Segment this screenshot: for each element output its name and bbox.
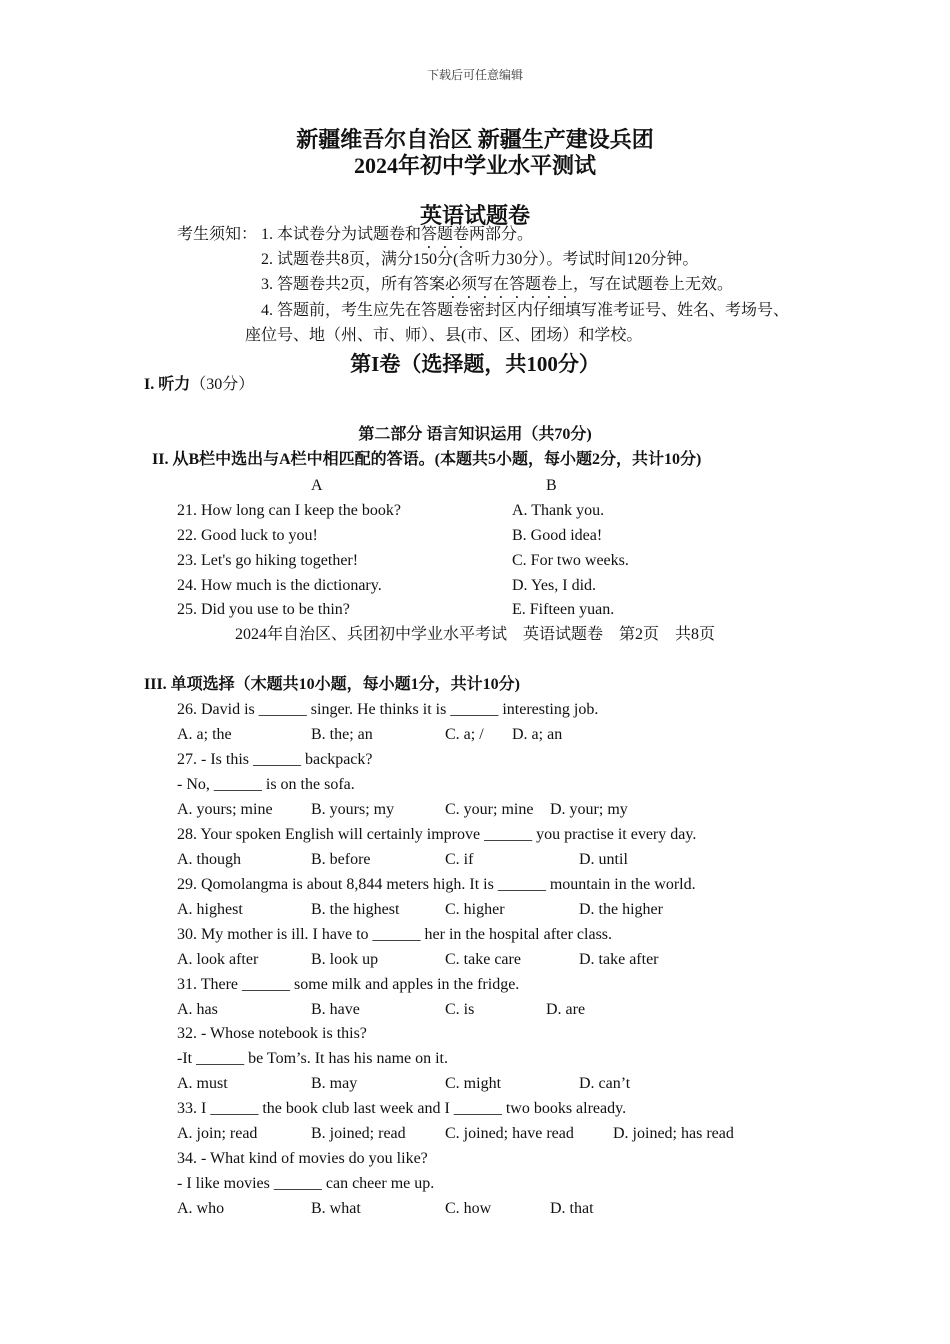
option: D. take after [579,951,659,968]
match-answer: C. For two weeks. [512,552,629,569]
option: D. until [579,851,628,868]
question-stem: 33. I ______ the book club last week and I ______ two books already. [177,1100,627,1117]
notice-text: 1. 本试卷分为试题卷和 [261,226,422,243]
option: C. might [445,1075,502,1092]
notice-item-3 [261,275,733,302]
option: A. join; read [177,1125,258,1142]
option: C. your; mine [445,801,534,818]
option: D. a; an [512,726,563,743]
notice-text: 座位号、地（州、市、师）、县(市、区、团场）和学校。 [245,327,643,344]
column-b-header: B [546,477,557,494]
volume1-title: 第I卷（选择题，共100分） [350,352,600,376]
part2-title: 第二部分 语言知识运用（共70分) [358,426,592,443]
option: C. if [445,851,474,868]
header-note: 下载后可任意编辑 [426,68,523,82]
option: B. may [311,1075,358,1092]
option: D. can’t [579,1075,631,1092]
section1-roman: I. [144,376,155,393]
exam-title-line1: 新疆维吾尔自治区 新疆生产建设兵团 [296,127,654,152]
notice-text: 3. 答题卷共2页，所有答案 [261,276,446,293]
option: C. joined; have read [445,1125,574,1142]
option: A. has [177,1001,218,1018]
option: D. joined; has read [613,1125,734,1142]
match-question: 25. Did you use to be thin? [177,601,350,618]
notice-text: 2. 试题卷共8页，满分150分(含听力30分）。考试时间120分钟。 [261,251,699,268]
option: D. that [550,1200,594,1217]
column-a-header: A [311,477,323,494]
match-answer: A. Thank you. [512,502,605,519]
option: B. joined; read [311,1125,406,1142]
option: A. a; the [177,726,232,743]
option: A. who [177,1200,225,1217]
notice-item-4 [261,301,789,321]
question-stem [177,1174,435,1194]
section2-title: II. 从B栏中选出与A栏中相匹配的答语。(本题共5小题，每小题2分，共计10分) [152,451,702,468]
match-question: 23. Let's go hiking together! [177,552,359,569]
match-answer: B. Good idea! [512,527,603,544]
notice-text: ，写在试题卷上无效。 [573,276,734,293]
match-question: 24. How much is the dictionary. [177,577,382,594]
exam-title-line2: 2024年初中学业水平测试 [353,153,596,178]
option: A. highest [177,901,243,918]
question-stem: 34. - What kind of movies do you like? [177,1150,428,1167]
notice-item-4-continued [245,326,642,346]
notice-item-2 [261,250,698,270]
question-line: - No, ______ is on the sofa. [177,776,355,793]
option: B. the; an [311,726,373,743]
section1-heading [144,375,254,395]
question-stem [177,775,355,795]
option: B. look up [311,951,379,968]
option: D. the higher [579,901,663,918]
notice-item-1 [261,225,533,252]
question-stem: 30. My mother is ill. I have to ______ her in the hospital after class. [177,926,613,943]
option: B. have [311,1001,360,1018]
match-answer: E. Fifteen yuan. [512,601,615,618]
question-stem [177,1049,448,1069]
option: C. higher [445,901,505,918]
option: B. yours; my [311,801,395,818]
section1-points: （30分） [190,376,255,393]
option: D. are [546,1001,586,1018]
match-question: 21. How long can I keep the book? [177,502,401,519]
notice-emphasis: 答题卷 [421,226,470,243]
question-line: - I like movies ______ can cheer me up. [177,1175,435,1192]
question-stem: 32. - Whose notebook is this? [177,1025,367,1042]
subject-title: 英语试题卷 [419,203,530,228]
page-footer: 2024年自治区、兵团初中学业水平考试 英语试题卷 第2页 共8页 [234,626,715,643]
option: A. yours; mine [177,801,273,818]
option: D. your; my [550,801,628,818]
question-stem: 29. Qomolangma is about 8,844 meters high. It is ______ mountain in the world. [177,876,696,893]
question-line: -It ______ be Tom’s. It has his name on it. [177,1050,448,1067]
notice-text: 4. 答题前，考生应先在答题卷密封区内仔细填写准考证号、姓名、考场号、 [261,302,790,319]
match-question: 22. Good luck to you! [177,527,318,544]
notice-text: 两部分。 [469,226,534,243]
question-stem: 31. There ______ some milk and apples in the fridge. [177,976,520,993]
option: A. look after [177,951,259,968]
option: B. before [311,851,371,868]
question-stem: 26. David is ______ singer. He thinks it is ______ interesting job. [177,701,599,718]
option: A. though [177,851,241,868]
option: B. what [311,1200,361,1217]
option: C. a; / [445,726,484,743]
question-stem: 27. - Is this ______ backpack? [177,751,373,768]
notice-label: 考生须知： [177,226,258,243]
question-stem: 28. Your spoken English will certainly improve ______ you practise it every day. [177,826,697,843]
option: B. the highest [311,901,400,918]
section3-title: III. 单项选择（木题共10小题，每小题1分，共计10分) [144,676,521,693]
section1-title: 听力 [158,376,191,393]
option: A. must [177,1075,228,1092]
option: C. take care [445,951,521,968]
notice-emphasis: 必须写在答题卷上 [445,276,574,293]
option: C. how [445,1200,492,1217]
match-answer: D. Yes, I did. [512,577,597,594]
option: C. is [445,1001,475,1018]
